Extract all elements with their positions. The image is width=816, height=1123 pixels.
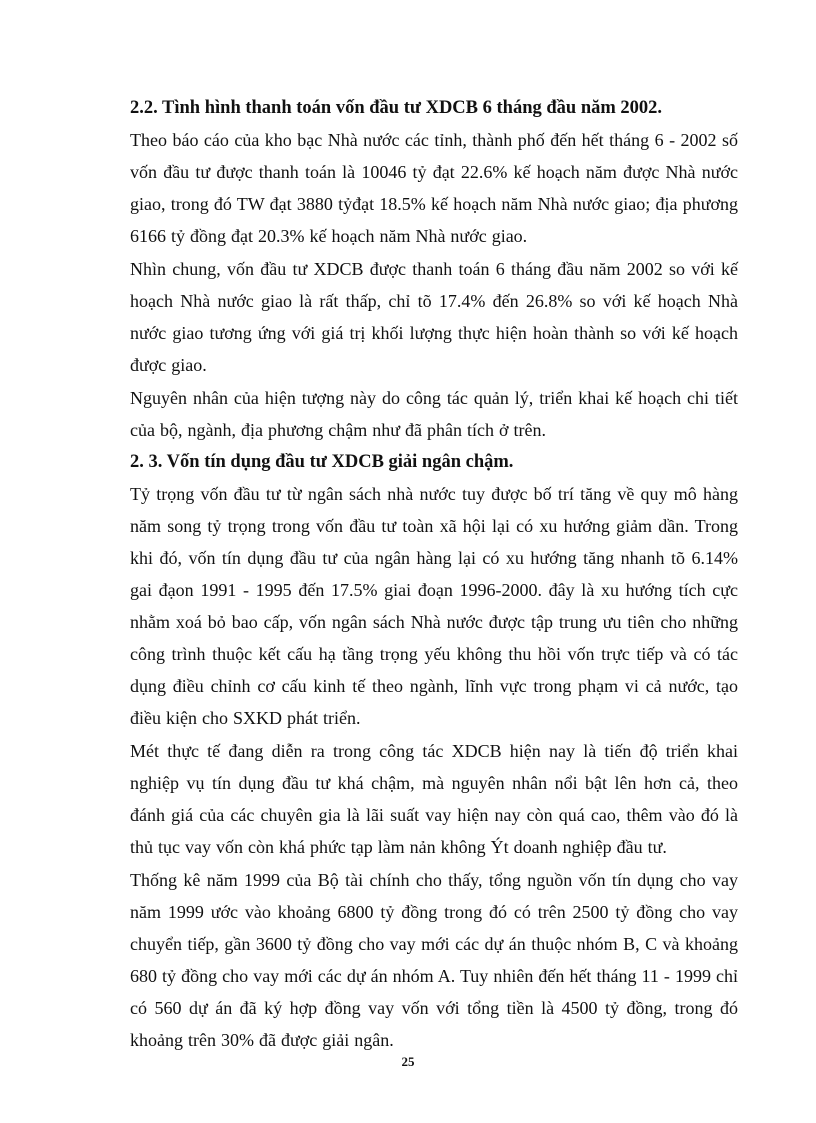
paragraph-statistics-1999: Thống kê năm 1999 của Bộ tài chính cho thấy, tổng nguồn vốn tín dụng cho vay năm 1999 ước vào khoảng 6800 tỷ đồng trong đó có trên 2500 tỷ đồng cho vay chuyển tiếp, gần 3600 tỷ đồng cho vay mới các dự án thuộc nhóm B, C và khoảng 680 tỷ đồng cho vay mới các dự án nhóm A. Tuy nhiên đến hết tháng 11 - 1999 chỉ có 560 dự án đã ký hợp đồng vay vốn với tổng tiền là 4500 tỷ đồng, trong đó khoảng trên 30% đã được giải ngân. [130,870,738,1050]
section-heading-credit: 2. 3. Vốn tín dụng đầu tư XDCB giải ngân chậm. [130,452,514,472]
page-content [130,92,738,1056]
paragraph-overview: Nhìn chung, vốn đầu tư XDCB được thanh toán 6 tháng đầu năm 2002 so với kế hoạch Nhà nước giao là rất thấp, chỉ tõ 17.4% đến 26.8% so với kế hoạch Nhà nước giao tương ứng với giá trị khối lượng thực hiện hoàn thành so với kế hoạch được giao. [130,259,738,375]
paragraph-budget-share: Tỷ trọng vốn đầu tư từ ngân sách nhà nước tuy được bố trí tăng về quy mô hàng năm song tỷ trọng trong vốn đầu tư toàn xã hội lại có xu hướng giảm dần. Trong khi đó, vốn tín dụng đầu tư của ngân hàng lại có xu hướng tăng nhanh tõ 6.14% gai đạon 1991 - 1995 đến 17.5% giai đoạn 1996-2000. đây là xu hướng tích cực nhằm xoá bỏ bao cấp, vốn ngân sách Nhà nước được tập trung ưu tiên cho những công trình thuộc kết cấu hạ tầng trọng yếu không thu hồi vốn trực tiếp và có tác dụng điều chỉnh cơ cấu kinh tế theo ngành, lĩnh vực trong phạm vi cả nước, tạo điều kiện cho SXKD phát triển. [130,484,738,728]
section-heading-payment: 2.2. Tình hình thanh toán vốn đầu tư XDCB 6 tháng đầu năm 2002. [130,98,663,118]
paragraph-cause: Nguyên nhân của hiện tượng này do công tác quản lý, triển khai kế hoạch chi tiết của bộ, ngành, địa phương chậm như đã phân tích ở trên. [130,388,738,440]
paragraph-slow-credit: Mét thực tế đang diễn ra trong công tác XDCB hiện nay là tiến độ triển khai nghiệp vụ tín dụng đầu tư khá chậm, mà nguyên nhân nổi bật lên hơn cả, theo đánh giá của các chuyên gia là lãi suất vay hiện nay còn quá cao, thêm vào đó là thủ tục vay vốn còn khá phức tạp làm nản không Ýt doanh nghiệp đầu tư. [130,741,738,857]
page-number: 25 [401,1054,415,1069]
paragraph-treasury-report: Theo báo cáo của kho bạc Nhà nước các tỉnh, thành phố đến hết tháng 6 - 2002 số vốn đầu tư được thanh toán là 10046 tỷ đạt 22.6% kế hoạch năm được Nhà nước giao, trong đó TW đạt 3880 tỷđạt 18.5% kế hoạch năm Nhà nước giao; địa phương 6166 tỷ đồng đạt 20.3% kế hoạch năm Nhà nước giao. [130,130,738,246]
